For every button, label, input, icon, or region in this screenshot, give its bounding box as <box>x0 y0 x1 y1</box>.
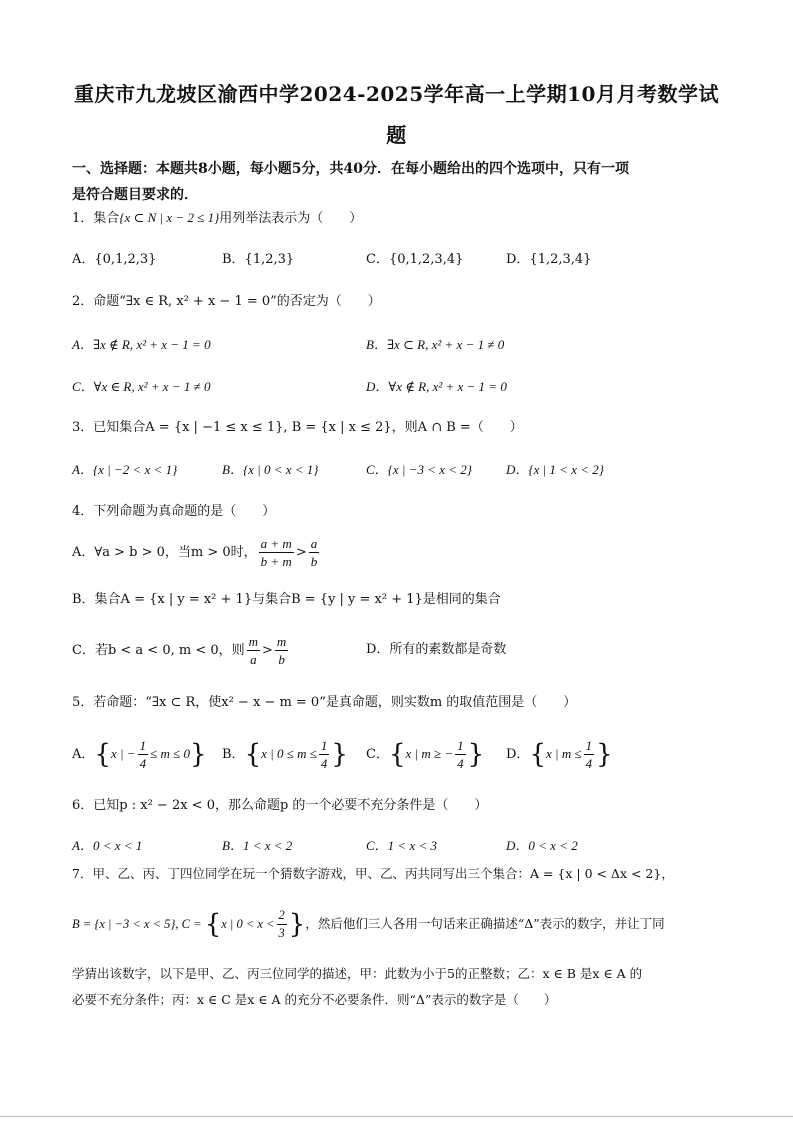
option-label: B． <box>222 747 245 762</box>
option-label: C． <box>366 747 389 762</box>
left-brace: { <box>388 739 406 770</box>
fraction-numerator: 1 <box>320 738 328 753</box>
q5-option-a <box>72 734 207 775</box>
question-text: ，然后他们三人各用一句话来正确描述“Δ”表示的数字，并让丁同 <box>305 916 665 931</box>
q3-option-c: C．{x | −3 < x < 2} <box>366 462 472 477</box>
fraction <box>275 633 288 668</box>
question-1 <box>72 208 362 229</box>
fraction-denominator: 3 <box>278 926 285 940</box>
q3-option-a: A．{x | −2 < x < 1} <box>72 462 178 477</box>
q6-option-c: C．1 < x < 3 <box>366 838 437 853</box>
set-expression: x | 0 < x < <box>221 917 275 931</box>
fraction <box>309 535 320 570</box>
question-text: 若命题：“∃x ⊂ R，使x² − x − m = 0”是真命题，则实数m 的取值范围是（ ） <box>93 695 577 710</box>
fraction-numerator: a + m <box>260 536 292 551</box>
option-text: C．若b < a < 0, m < 0，则 <box>72 643 245 658</box>
q4-option-a <box>72 534 321 572</box>
q2-option-c: C．∀x ∈ R, x² + x − 1 ≠ 0 <box>72 379 211 394</box>
option-text: A．∀a > b > 0，当m > 0时， <box>72 545 257 560</box>
q5-option-d <box>506 734 613 775</box>
question-number: 7． <box>72 866 93 881</box>
exam-title-line2: 题 <box>386 123 407 147</box>
q1-option-b: B．{1,2,3} <box>222 252 295 267</box>
set-expression: {x ⊂ N | x − 2 ≤ 1} <box>119 210 220 225</box>
fraction-denominator: a <box>250 652 257 667</box>
comparison-sign: > <box>262 643 273 658</box>
q2-option-d: D．∀x ∉ R, x² + x − 1 = 0 <box>366 379 507 394</box>
fraction-denominator: b + m <box>260 554 292 569</box>
fraction-denominator: b <box>310 554 318 569</box>
question-4 <box>72 502 275 522</box>
fraction-denominator: 4 <box>457 756 464 771</box>
q2-option-a: A．∃x ∉ R, x² + x − 1 = 0 <box>72 337 211 352</box>
question-text: 已知p : x² − 2x < 0，那么命题p 的一个必要不充分条件是（ ） <box>93 798 488 813</box>
fraction <box>247 633 260 668</box>
q6-option-d: D．0 < x < 2 <box>506 838 578 853</box>
fraction-denominator: b <box>278 652 285 667</box>
q3-option-d: D．{x | 1 < x < 2} <box>506 462 604 477</box>
fraction-numerator: a <box>310 536 318 551</box>
q6-option-a: A．0 < x < 1 <box>72 838 143 853</box>
left-brace: { <box>244 739 262 770</box>
question-text: 已知集合A = {x | −1 ≤ x ≤ 1}, B = {x | x ≤ 2}，则A ∩ B =（ ） <box>93 420 523 435</box>
option-label: A． <box>72 747 95 762</box>
set-expression: x | m ≥ − <box>405 746 454 761</box>
question-number: 6． <box>72 798 94 813</box>
question-7-line2 <box>72 904 665 944</box>
fraction-denominator: 4 <box>139 756 147 771</box>
question-2 <box>72 292 381 312</box>
comparison-sign: > <box>295 545 307 560</box>
left-brace: { <box>529 739 546 770</box>
set-expression: x | 0 ≤ m ≤ <box>261 746 317 761</box>
right-brace: } <box>189 739 207 770</box>
set-expression: x | m ≤ <box>545 746 582 761</box>
section-heading-line2: 是符合题目要求的． <box>72 187 198 203</box>
question-text: 用列举法表示为（ ） <box>219 211 363 226</box>
fraction-numerator: m <box>276 634 287 649</box>
question-7-line4: 必要不充分条件；丙：x ∈ C 是x ∈ A 的充分不必要条件．则“Δ”表示的数字是（ ） <box>72 992 557 1007</box>
q4-option-d: D．所有的素数都是奇数 <box>366 642 507 657</box>
q1-option-c: C．{0,1,2,3,4} <box>366 252 464 267</box>
q1-option-d: D．{1,2,3,4} <box>506 252 592 267</box>
section-heading-line1: 一、选择题：本题共8小题，每小题5分，共40分．在每小题给出的四个选项中，只有一项 <box>72 161 629 177</box>
q4-option-c <box>72 632 290 670</box>
fraction <box>455 737 466 772</box>
question-number: 2． <box>72 294 94 309</box>
question-6 <box>72 796 487 816</box>
fraction-numerator: 2 <box>277 907 287 925</box>
right-brace: } <box>596 739 613 770</box>
q6-option-b: B．1 < x < 2 <box>222 838 293 853</box>
right-brace: } <box>467 739 485 770</box>
fraction-numerator: m <box>248 634 259 649</box>
question-7-line1 <box>72 864 674 884</box>
fraction-numerator: 1 <box>585 738 593 753</box>
fraction-numerator: 1 <box>457 738 464 753</box>
q1-option-a: A．{0,1,2,3} <box>72 252 157 267</box>
fraction-denominator: 4 <box>585 756 593 771</box>
question-text: 甲、乙、丙、丁四位同学在玩一个猜数字游戏，甲、乙、丙共同写出三个集合：A = {x | 0 < Δx < 2}， <box>92 866 674 881</box>
page-bottom-divider <box>0 1116 793 1117</box>
question-number: 1． <box>72 211 94 226</box>
option-label: D． <box>506 747 530 762</box>
q4-option-b: B．集合A = {x | y = x² + 1}与集合B = {y | y = x² + 1}是相同的集合 <box>72 592 501 607</box>
fraction <box>138 737 149 772</box>
left-brace: { <box>94 739 111 770</box>
right-brace: } <box>288 909 306 940</box>
question-3 <box>72 418 523 438</box>
fraction-denominator: 4 <box>320 756 328 771</box>
set-expression: x | − <box>110 746 136 761</box>
question-number: 4． <box>72 504 94 519</box>
question-text: 下列命题为真命题的是（ ） <box>93 504 276 519</box>
q5-option-b <box>222 734 348 775</box>
question-text: 命题“∃x ∈ R, x² + x − 1 = 0”的否定为（ ） <box>93 294 381 309</box>
question-5 <box>72 693 576 713</box>
question-text: 集合 <box>93 211 120 226</box>
fraction <box>259 535 294 570</box>
right-brace: } <box>331 739 348 770</box>
q5-option-c <box>366 734 484 775</box>
q2-option-b: B．∃x ⊂ R, x² + x − 1 ≠ 0 <box>366 337 505 352</box>
left-brace: { <box>204 909 222 940</box>
question-7-line3: 学猜出该数字，以下是甲、乙、丙三位同学的描述，甲：此数为小于5的正整数；乙：x ∈ B 是x ∈ A 的 <box>72 966 643 981</box>
question-number: 5． <box>72 695 94 710</box>
exam-title-line1: 重庆市九龙坡区渝西中学2024-2025学年高一上学期10月月考数学试 <box>74 82 719 106</box>
fraction <box>584 737 595 772</box>
fraction-numerator: 1 <box>139 738 147 753</box>
set-expression: B = {x | −3 < x < 5}, C = <box>72 917 205 931</box>
question-number: 3． <box>72 420 94 435</box>
q3-option-b: B．{x | 0 < x < 1} <box>222 462 319 477</box>
set-expression: ≤ m ≤ 0 <box>150 746 190 761</box>
fraction <box>319 737 330 772</box>
fraction <box>277 907 287 942</box>
